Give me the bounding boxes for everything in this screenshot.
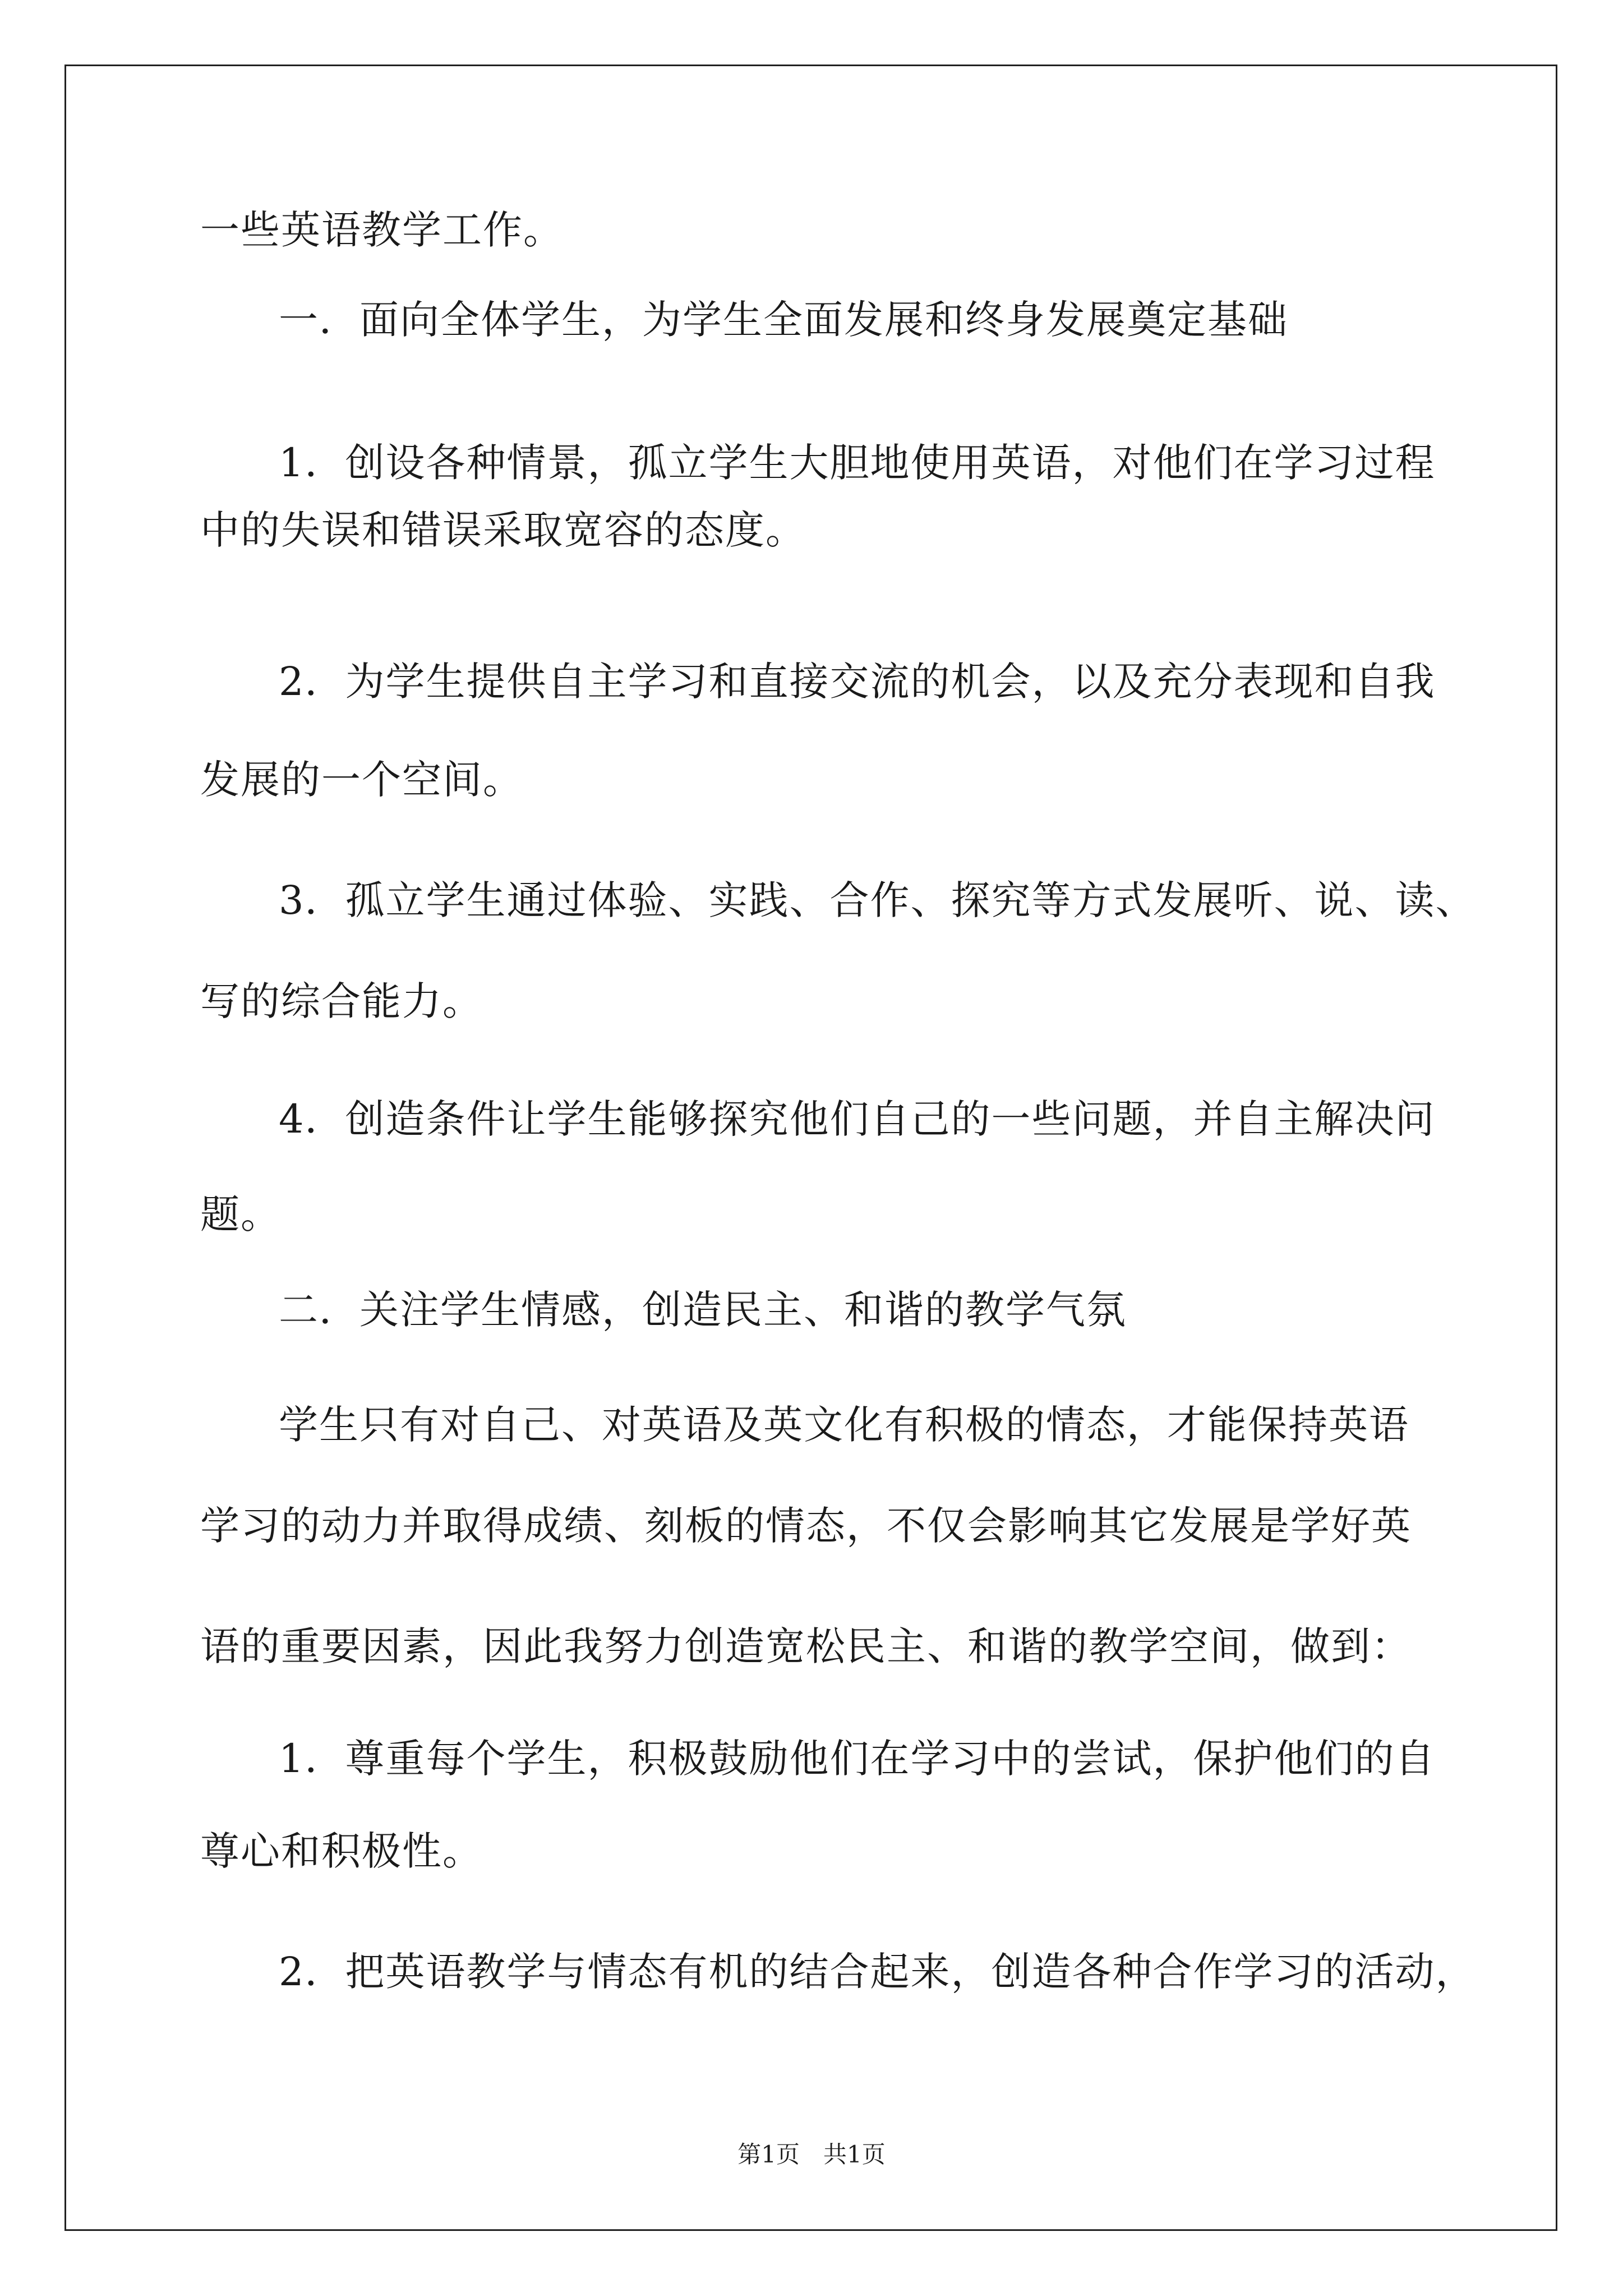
text-line: 3．孤立学生通过体验、实践、合作、探究等方式发展听、说、读、 — [279, 877, 1476, 923]
text-line: 学习的动力并取得成绩、刻板的情态，不仅会影响其它发展是学好英 — [200, 1503, 1412, 1549]
text-line: 2．把英语教学与情态有机的结合起来，创造各种合作学习的活动， — [279, 1949, 1476, 1995]
text-line: 1．尊重每个学生，积极鼓励他们在学习中的尝试，保护他们的自 — [279, 1736, 1436, 1782]
text-line: 尊心和积极性。 — [200, 1828, 483, 1874]
page-footer: 第1页 共1页 — [737, 2141, 886, 2168]
section-heading: 一．面向全体学生，为学生全面发展和终身发展奠定基础 — [279, 297, 1288, 343]
text-line: 发展的一个空间。 — [200, 757, 523, 803]
text-line: 题。 — [200, 1191, 281, 1237]
text-line: 写的综合能力。 — [200, 978, 483, 1024]
text-line: 4．创造条件让学生能够探究他们自己的一些问题，并自主解决问 — [279, 1096, 1436, 1142]
text-line: 一些英语教学工作。 — [200, 207, 564, 253]
page-border — [64, 65, 1557, 2231]
text-line: 2．为学生提供自主学习和直接交流的机会，以及充分表现和自我 — [279, 659, 1436, 705]
text-line: 1．创设各种情景，孤立学生大胆地使用英语，对他们在学习过程 — [279, 440, 1436, 486]
text-line: 语的重要因素，因此我努力创造宽松民主、和谐的教学空间，做到： — [200, 1623, 1412, 1669]
text-line: 学生只有对自己、对英语及英文化有积极的情态，才能保持英语 — [279, 1402, 1409, 1448]
text-line: 中的失误和错误采取宽容的态度。 — [200, 507, 806, 553]
section-heading: 二．关注学生情感，创造民主、和谐的教学气氛 — [279, 1287, 1127, 1333]
